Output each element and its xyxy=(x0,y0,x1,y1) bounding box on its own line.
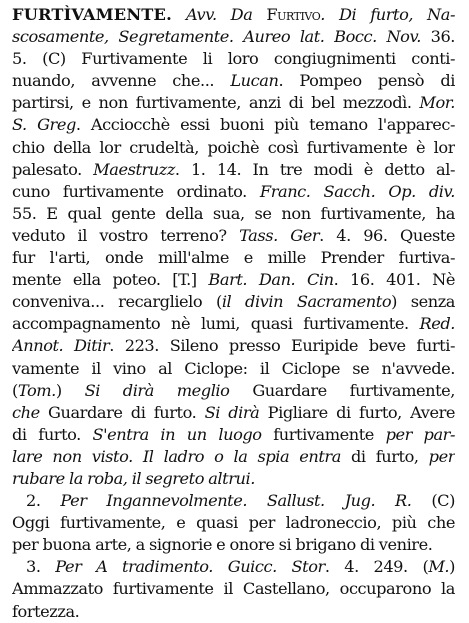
headword-line xyxy=(12,4,455,26)
entry-line xyxy=(12,380,455,402)
sense-line xyxy=(12,578,455,600)
text-run: scosamente, Segretamente. Aureo lat. Bocc. Nov. xyxy=(12,27,421,47)
text-run: Avv. Da xyxy=(185,5,267,24)
text-run: Oggi furtivamente, e quasi per ladroneccio, più che xyxy=(12,513,455,533)
entry-line xyxy=(12,269,455,291)
text-run: fur l'arti, onde mill'alme e mille Prender furtiva- xyxy=(12,248,455,268)
text-run: mente ella poteo. [T.] xyxy=(12,270,209,290)
text-run: il divin Sacramento xyxy=(221,292,392,312)
text-run: . 4. 96. Queste xyxy=(319,225,455,245)
entry-line xyxy=(12,313,455,335)
text-run: ) xyxy=(449,557,455,577)
entry-line xyxy=(12,159,455,181)
text-run: partirsi, e non furtivamente, anzi di bel mezzodì. xyxy=(12,93,420,113)
text-run: Tass. Ger xyxy=(239,225,320,245)
text-run: Red. xyxy=(419,314,455,334)
entry-line xyxy=(12,358,455,380)
text-run: Guardare di furto. xyxy=(39,402,205,422)
entry-line xyxy=(12,137,455,159)
headword: FURTÌVAMENTE. xyxy=(12,5,172,24)
text-run: S. Greg xyxy=(12,115,76,135)
text-run: ) xyxy=(55,380,85,400)
entry-line xyxy=(12,468,455,490)
text-run: . 1. 14. In tre modi è detto al- xyxy=(174,159,455,179)
text-run: vamente il vino al Ciclope: il Ciclope se n'avvede. xyxy=(12,358,455,378)
text-run: di furto. xyxy=(12,424,93,444)
text-run: nuando, avvenne che... xyxy=(12,71,231,91)
entry-body xyxy=(12,4,455,490)
sense-line xyxy=(12,601,455,623)
text-run: lare non visto. Il ladro o la spia entra xyxy=(12,446,341,466)
sense-line xyxy=(12,534,455,556)
entry-line xyxy=(12,181,455,203)
text-run: cuno furtivamente ordinato. xyxy=(12,181,260,201)
entry-line xyxy=(12,291,455,313)
dictionary-entry-furtivamente xyxy=(12,4,455,490)
entry-line xyxy=(12,203,455,225)
text-run: furtivamente xyxy=(261,424,386,444)
text-run: che xyxy=(12,402,40,422)
text-run: Si dirà xyxy=(204,402,260,422)
text-run: Per A tradimento. Guicc. Stor xyxy=(55,557,325,577)
text-run: Per Ingannevolmente. Sallust. Jug. R. xyxy=(60,491,412,511)
entry-line xyxy=(12,335,455,357)
entry-line xyxy=(12,225,455,247)
sense-3 xyxy=(12,556,455,622)
text-run: 3. xyxy=(26,557,56,577)
text-run: 55. E qual gente della sua, se non furtivamente, ha xyxy=(12,203,455,223)
text-run: per buona arte, a signorie e onore si brigano di venire. xyxy=(12,535,433,555)
text-run: Lucan xyxy=(230,71,279,91)
text-run: fortezza. xyxy=(12,601,80,621)
text-run: Pigliare di furto, Avere xyxy=(259,402,455,422)
text-run: per xyxy=(428,446,455,466)
text-run: (C) xyxy=(411,491,455,511)
text-run: Franc. Sacch. Op. div. xyxy=(259,181,455,201)
text-run: palesato. xyxy=(12,159,94,179)
text-run: 5. (C) Furtivamente li loro congiugnimenti conti- xyxy=(12,49,455,69)
text-run: Bart. Dan. Cin xyxy=(208,270,334,290)
entry-line xyxy=(12,424,455,446)
entry-line xyxy=(12,446,455,468)
text-run: S'entra in un luogo xyxy=(92,424,262,444)
text-run: Maestruzz xyxy=(93,159,175,179)
text-run: Furtivo xyxy=(266,5,321,24)
entry-line xyxy=(12,114,455,136)
text-run: Guardare furtivamente, xyxy=(229,380,455,400)
text-run: ( xyxy=(12,380,18,400)
entry-line xyxy=(12,92,455,114)
text-run: . 4. 249. ( xyxy=(324,557,429,577)
entry-line xyxy=(12,402,455,424)
text-run: M. xyxy=(428,557,450,577)
sense-line xyxy=(12,512,455,534)
sense-line xyxy=(12,556,455,578)
sense-2 xyxy=(12,490,455,556)
text-run: Mor. xyxy=(419,93,455,113)
text-run: Ammazzato furtivamente il Castellano, occuparono la xyxy=(12,579,455,599)
text-run: . Pompeo pensò di xyxy=(278,71,455,91)
entry-line xyxy=(12,70,455,92)
text-run: rubare la roba, il segreto altrui. xyxy=(12,468,255,488)
entry-senses xyxy=(12,490,455,623)
text-run: chio della lor crudeltà, poichè così furtivamente è lor xyxy=(12,137,455,157)
entry-line xyxy=(12,247,455,269)
text-run: per par- xyxy=(385,424,455,444)
text-run: veduto il vostro terreno? xyxy=(12,225,240,245)
entry-line xyxy=(12,48,455,70)
text-run: accompagnamento nè lumi, quasi furtivamente. xyxy=(12,314,420,334)
text-run: Si dirà meglio xyxy=(84,380,230,400)
text-run: di furto, xyxy=(340,446,429,466)
text-run: . Acciocchè essi buoni più temano l'apparec- xyxy=(75,115,455,135)
text-run: ) senza xyxy=(391,292,455,312)
sense-line xyxy=(12,490,455,512)
text-run: Annot. Ditir xyxy=(12,336,110,356)
text-run: 2. xyxy=(26,491,61,511)
text-run: . 16. 401. Nè xyxy=(333,270,455,290)
text-run: Tom. xyxy=(17,380,56,400)
text-run: 36. xyxy=(420,27,455,47)
entry-line xyxy=(12,26,455,48)
text-run: . Di furto, Na- xyxy=(320,5,455,24)
text-run: . 223. Sileno presso Euripide beve furti- xyxy=(109,336,455,356)
text-run: conveniva... recarglielo ( xyxy=(12,292,222,312)
